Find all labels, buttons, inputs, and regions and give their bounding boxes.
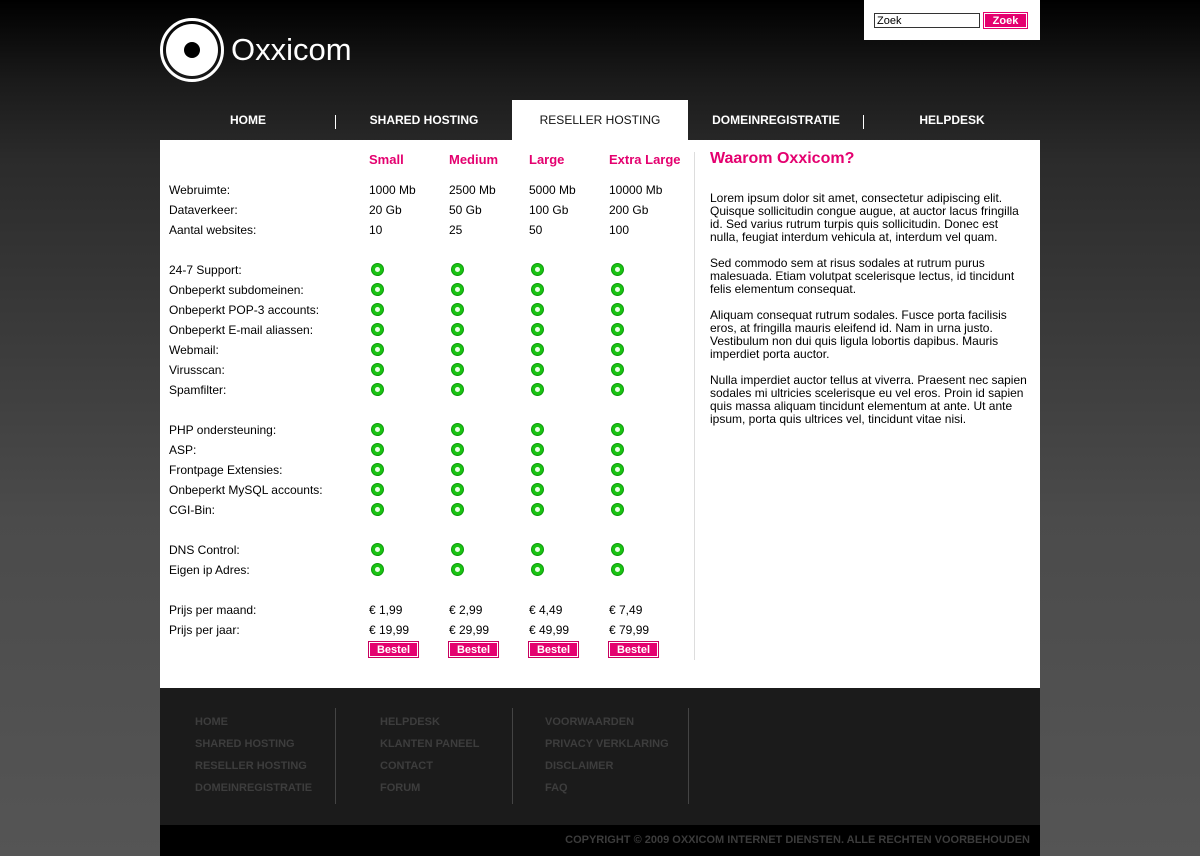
check-icon [451,543,464,556]
footer [160,688,1040,825]
check-icon [451,283,464,296]
check-icon [371,383,384,396]
footer-link-shared-hosting[interactable]: SHARED HOSTING [195,738,295,750]
table-row [169,280,689,300]
logo-icon [160,18,224,82]
row-label: PHP ondersteuning: [169,423,277,437]
price-value: € 2,99 [449,603,483,617]
check-icon [611,503,624,516]
check-icon [531,483,544,496]
row-value: 5000 Mb [529,183,576,197]
check-icon [371,423,384,436]
table-row [169,480,689,500]
nav-divider [863,115,864,129]
sidebar [710,150,1030,439]
footer-link-forum[interactable]: FORUM [380,782,421,794]
plan-header: Medium [449,152,499,167]
check-icon [371,463,384,476]
row-value: 50 Gb [449,203,482,217]
price-value: € 1,99 [369,603,403,617]
table-row [169,560,689,580]
footer-divider [335,708,336,804]
check-icon [451,303,464,316]
row-value: 1000 Mb [369,183,416,197]
table-row [169,440,689,460]
row-label: Eigen ip Adres: [169,563,250,577]
table-row [169,300,689,320]
check-icon [371,483,384,496]
check-icon [611,263,624,276]
footer-col-1 [195,716,312,804]
footer-link-klanten-paneel[interactable]: KLANTEN PANEEL [380,738,480,750]
check-icon [531,323,544,336]
check-icon [451,363,464,376]
price-value: € 79,99 [609,623,650,637]
page [160,0,1040,856]
plan-header: Large [529,152,565,167]
table-row [169,460,689,480]
check-icon [451,343,464,356]
table-row [169,420,689,440]
order-button-large[interactable]: Bestel [529,642,578,657]
check-icon [531,303,544,316]
table-row [169,360,689,380]
nav-reseller-hosting[interactable]: RESELLER HOSTING [512,100,688,140]
check-icon [611,563,624,576]
sidebar-paragraph: Sed commodo sem at risus sodales at rutrum purus malesuada. Etiam volutpat scelerisque lectus, id tincidunt felis elementum consequat. [710,256,1015,296]
footer-link-home[interactable]: HOME [195,716,228,728]
check-icon [611,283,624,296]
row-label: CGI-Bin: [169,503,216,517]
row-label: Webruimte: [169,183,231,197]
table-row [169,620,689,640]
row-label: Onbeperkt E-mail aliassen: [169,323,314,337]
nav-domeinregistratie[interactable]: DOMEINREGISTRATIE [712,113,840,127]
footer-col-3 [545,716,669,804]
price-value: € 4,49 [529,603,563,617]
row-label: Virusscan: [169,363,225,377]
footer-link-reseller-hosting[interactable]: RESELLER HOSTING [195,760,307,772]
table-row [169,600,689,620]
table-row [169,540,689,560]
table-row [169,500,689,520]
table-row [169,260,689,280]
footer-link-disclaimer[interactable]: DISCLAIMER [545,760,614,772]
check-icon [451,383,464,396]
search-button[interactable]: Zoek [984,13,1027,28]
check-icon [371,263,384,276]
nav-helpdesk[interactable]: HELPDESK [919,113,985,127]
footer-link-voorwaarden[interactable]: VOORWAARDEN [545,716,635,728]
row-label: Onbeperkt subdomeinen: [169,283,304,297]
main-nav [160,100,1040,140]
nav-divider [335,115,336,129]
row-label: Prijs per jaar: [169,623,240,637]
check-icon [531,263,544,276]
table-row [169,340,689,360]
row-label: Frontpage Extensies: [169,463,283,477]
footer-link-domeinregistratie[interactable]: DOMEINREGISTRATIE [195,782,313,794]
row-value: 10000 Mb [609,183,663,197]
check-icon [531,563,544,576]
check-icon [371,563,384,576]
footer-link-faq[interactable]: FAQ [545,782,568,794]
order-button-medium[interactable]: Bestel [449,642,498,657]
check-icon [371,363,384,376]
footer-link-privacy-verklaring[interactable]: PRIVACY VERKLARING [545,738,669,750]
check-icon [611,323,624,336]
table-row [169,180,689,200]
check-icon [531,543,544,556]
search-input[interactable] [874,13,980,28]
table-row [169,200,689,220]
check-icon [371,543,384,556]
logo[interactable] [160,18,352,82]
table-row [169,380,689,400]
price-value: € 49,99 [529,623,570,637]
check-icon [451,443,464,456]
footer-col-2 [380,716,479,804]
check-icon [531,503,544,516]
check-icon [371,323,384,336]
nav-home[interactable]: HOME [230,113,266,127]
check-icon [611,443,624,456]
check-icon [531,363,544,376]
check-icon [371,343,384,356]
order-button-extra-large[interactable]: Bestel [609,642,658,657]
check-icon [611,423,624,436]
plan-header: Extra Large [609,152,681,167]
check-icon [451,423,464,436]
footer-divider [688,708,689,804]
row-label: Dataverkeer: [169,203,238,217]
row-value: 100 [609,223,630,237]
check-icon [531,423,544,436]
check-icon [531,383,544,396]
check-icon [531,283,544,296]
check-icon [371,303,384,316]
row-value: 2500 Mb [449,183,496,197]
check-icon [451,483,464,496]
row-value: 50 [529,223,543,237]
row-label: Onbeperkt POP-3 accounts: [169,303,320,317]
check-icon [611,363,624,376]
check-icon [611,463,624,476]
check-icon [611,543,624,556]
footer-link-contact[interactable]: CONTACT [380,760,433,772]
footer-link-helpdesk[interactable]: HELPDESK [380,716,440,728]
check-icon [451,563,464,576]
row-label: Prijs per maand: [169,603,257,617]
row-label: Onbeperkt MySQL accounts: [169,483,323,497]
row-value: 10 [369,223,383,237]
logo-text: Oxxicom [231,32,352,67]
price-value: € 29,99 [449,623,490,637]
sidebar-paragraph: Lorem ipsum dolor sit amet, consectetur adipiscing elit. Quisque sollicitudin congue augue, at auctor lacus fringilla id. Sed varius rutrum turpis quis sollicitudin. Donec est nulla, feugiat interdum vehicula at, interdum vel quam. [710,191,1019,244]
check-icon [371,283,384,296]
check-icon [611,483,624,496]
check-icon [611,383,624,396]
price-value: € 7,49 [609,603,643,617]
row-value: 100 Gb [529,203,569,217]
row-value: 20 Gb [369,203,402,217]
check-icon [451,263,464,276]
row-label: Webmail: [169,343,219,357]
order-button-small[interactable]: Bestel [369,642,418,657]
row-value: 25 [449,223,463,237]
check-icon [531,443,544,456]
check-icon [531,343,544,356]
check-icon [371,443,384,456]
sidebar-paragraph: Nulla imperdiet auctor tellus at viverra. Praesent nec sapien sodales mi ultricies scelerisque eu vel eros. Proin id sapien quis massa aliquam tincidunt elementum at ante. Ut ante ipsum, porta quis ultrices vel, tincidunt vitae nisi. [710,373,1027,426]
check-icon [611,343,624,356]
table-row [169,320,689,340]
row-label: Aantal websites: [169,223,257,237]
table-row [169,220,689,240]
check-icon [611,303,624,316]
sidebar-title: Waarom Oxxicom? [710,150,855,167]
check-icon [531,463,544,476]
row-value: 200 Gb [609,203,649,217]
column-divider [694,152,695,660]
price-value: € 19,99 [369,623,410,637]
check-icon [451,503,464,516]
check-icon [371,503,384,516]
row-label: 24-7 Support: [169,263,242,277]
row-label: Spamfilter: [169,383,227,397]
copyright: COPYRIGHT © 2009 OXXICOM INTERNET DIENSTEN. ALLE RECHTEN VOORBEHOUDEN [160,825,1040,856]
row-label: ASP: [169,443,197,457]
search-box [864,0,1040,40]
footer-divider [512,708,513,804]
main-content [160,140,1040,688]
plan-header: Small [369,152,404,167]
sidebar-paragraph: Aliquam consequat rutrum sodales. Fusce porta facilisis eros, at fringilla mauris eleifend id. Nam in urna justo. Vestibulum non dui quis ligula lobortis dapibus. Mauris imperdiet porta auctor. [710,308,1007,361]
row-label: DNS Control: [169,543,240,557]
nav-shared-hosting[interactable]: SHARED HOSTING [369,113,479,127]
check-icon [451,463,464,476]
check-icon [451,323,464,336]
